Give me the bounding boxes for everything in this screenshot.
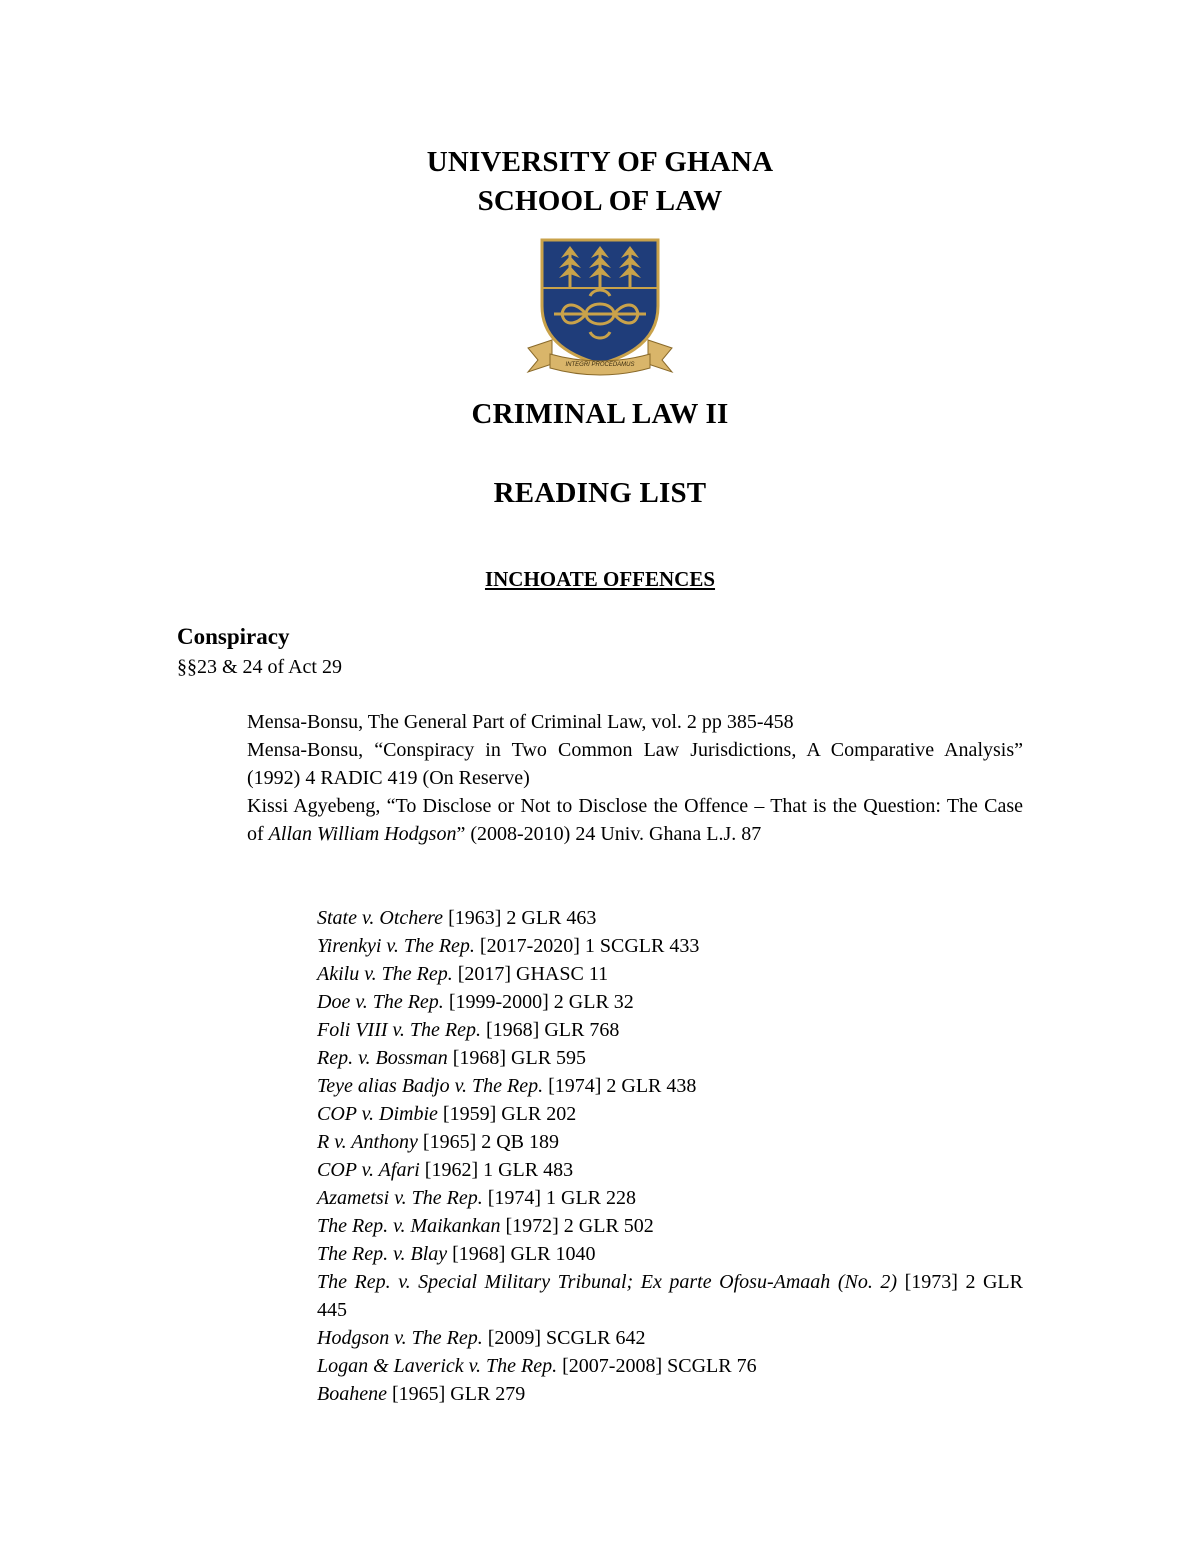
case-item [317, 904, 1023, 932]
case-item [317, 988, 1023, 1016]
case-item [317, 1044, 1023, 1072]
case-name: R v. Anthony [317, 1131, 418, 1153]
case-item [317, 1184, 1023, 1212]
svg-text:INTEGRI PROCEDAMUS: INTEGRI PROCEDAMUS [565, 362, 635, 368]
case-item [317, 1352, 1023, 1380]
case-name: Yirenkyi v. The Rep. [317, 935, 475, 957]
case-name: Hodgson v. The Rep. [317, 1327, 483, 1349]
school-name: SCHOOL OF LAW [477, 185, 723, 217]
case-citation: [1962] 1 GLR 483 [419, 1159, 574, 1181]
case-citation: [2017-2020] 1 SCGLR 433 [474, 935, 700, 957]
case-citation: [1963] 2 GLR 463 [443, 907, 597, 929]
case-list [317, 904, 1023, 1408]
case-name: Rep. v. Bossman [317, 1047, 448, 1069]
case-citation: [1973] 2 GLR 445 [317, 1271, 1023, 1321]
reference-item: Mensa-Bonsu, The General Part of Criminal Law, vol. 2 pp 385-458 [247, 711, 794, 733]
document-title: READING LIST [493, 477, 707, 509]
university-crest-logo [524, 236, 676, 376]
case-citation: [1974] 2 GLR 438 [543, 1075, 697, 1097]
case-item [317, 960, 1023, 988]
case-name: Doe v. The Rep. [317, 991, 444, 1013]
case-citation: [1968] GLR 768 [481, 1019, 620, 1041]
case-name: The Rep. v. Blay [317, 1243, 448, 1265]
case-item [317, 1156, 1023, 1184]
case-item [317, 1324, 1023, 1352]
case-item [317, 1268, 1023, 1324]
reference-item: Mensa-Bonsu, “Conspiracy in Two Common Law Jurisdictions, A Comparative Analysis” (1992) 4 RADIC 419 (On Reserve) [247, 739, 1023, 789]
case-citation: [1968] GLR 595 [447, 1047, 587, 1069]
reference-item: Kissi Agyebeng, “To Disclose or Not to Disclose the Offence – That is the Question: The Case of Allan William Hodgson” (2008-2010) 24 Univ. Ghana L.J. 87 [247, 795, 1023, 845]
case-name: Logan & Laverick v. The Rep. [317, 1355, 558, 1377]
case-item [317, 1100, 1023, 1128]
case-item [317, 1240, 1023, 1268]
case-citation: [2007-2008] SCGLR 76 [557, 1355, 757, 1377]
case-name: Akilu v. The Rep. [317, 963, 453, 985]
case-item [317, 1380, 1023, 1408]
case-citation: [1965] GLR 279 [386, 1383, 526, 1405]
case-citation: [1968] GLR 1040 [447, 1243, 596, 1265]
case-name: COP v. Dimbie [317, 1103, 438, 1125]
secondary-references [247, 708, 1023, 848]
case-item [317, 932, 1023, 960]
case-item [317, 1128, 1023, 1156]
case-citation: [1965] 2 QB 189 [417, 1131, 560, 1153]
section-title: INCHOATE OFFENCES [484, 567, 716, 591]
case-name: The Rep. v. Maikankan [317, 1215, 501, 1237]
case-citation: [1972] 2 GLR 502 [500, 1215, 654, 1237]
case-name: COP v. Afari [317, 1159, 420, 1181]
case-name: Boahene [317, 1383, 387, 1405]
case-item [317, 1016, 1023, 1044]
case-citation: [1974] 1 GLR 228 [482, 1187, 637, 1209]
case-item [317, 1072, 1023, 1100]
case-citation: [2009] SCGLR 642 [482, 1327, 646, 1349]
case-name: The Rep. v. Special Military Tribunal; Ex parte Ofosu-Amaah (No. 2) [317, 1271, 898, 1293]
case-citation: [1999-2000] 2 GLR 32 [443, 991, 634, 1013]
case-citation: [1959] GLR 202 [437, 1103, 577, 1125]
case-name: State v. Otchere [317, 907, 444, 929]
case-name: Azametsi v. The Rep. [317, 1187, 483, 1209]
university-name: UNIVERSITY OF GHANA [426, 146, 774, 178]
case-item [317, 1212, 1023, 1240]
statute-reference: §§23 & 24 of Act 29 [177, 656, 342, 678]
subheading: Conspiracy [177, 624, 290, 649]
course-title: CRIMINAL LAW II [471, 398, 729, 430]
case-name: Foli VIII v. The Rep. [317, 1019, 482, 1041]
case-citation: [2017] GHASC 11 [452, 963, 609, 985]
case-name: Teye alias Badjo v. The Rep. [317, 1075, 544, 1097]
